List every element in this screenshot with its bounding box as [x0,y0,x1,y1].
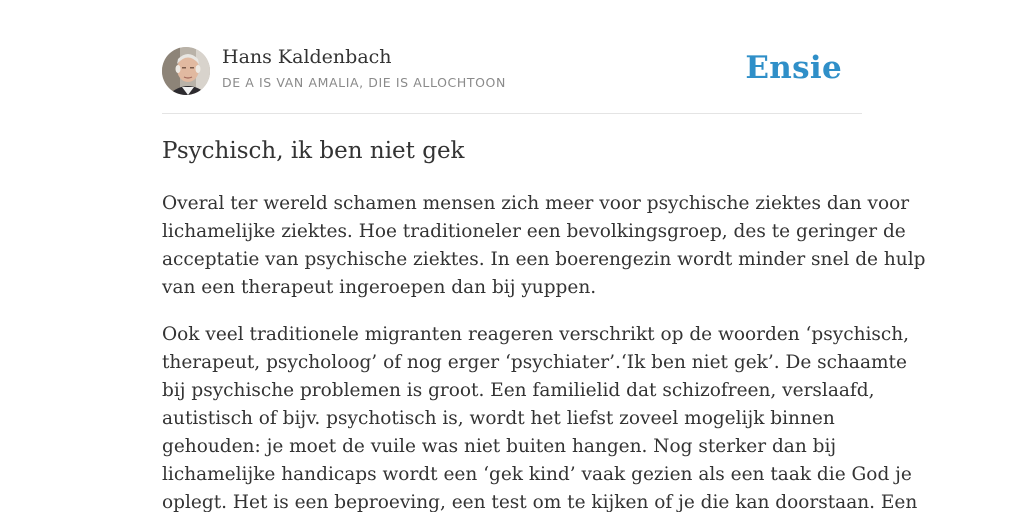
author-header [162,0,862,114]
text-line: bij psychische problemen is groot. Een familielid dat schizofreen, verslaafd, [162,380,875,401]
text-line: gehouden: je moet de vuile was niet buiten hangen. Nog sterker dan bij [162,436,837,457]
text-line: lichamelijke ziektes. Hoe traditioneler een bevolkingsgroep, des te geringer de [162,221,906,242]
text-line: Ook veel traditionele migranten reageren verschrikt op de woorden ‘psychisch, [162,324,910,345]
text-line: acceptatie van psychische ziektes. In een boerengezin wordt minder snel de hulp [162,249,926,270]
paragraph-1 [162,190,926,302]
text-line: therapeut, psycholoog’ of nog erger ‘psychiater’.‘Ik ben niet gek’. De schaamte [162,352,907,373]
author-photo-icon [162,47,210,95]
text-line: oplegt. Het is een beproeving, een test om te kijken of je die kan doorstaan. Een [162,492,918,512]
article-body [162,190,926,512]
text-line: lichamelijke handicaps wordt een ‘gek kind’ vaak gezien als een taak die God je [162,464,912,485]
text-line: autistisch of bijv. psychotisch is, wordt het liefst zoveel mogelijk binnen [162,408,835,429]
article-page [162,0,926,512]
text-line: Overal ter wereld schamen mensen zich meer voor psychische ziektes dan voor [162,193,910,214]
author-subtitle[interactable]: DE A IS VAN AMALIA, DIE IS ALLOCHTOON [222,75,506,90]
paragraph-2 [162,321,918,512]
text-line: van een therapeut ingeroepen dan bij yuppen. [162,277,597,298]
ensie-logo[interactable]: Ensie [745,50,842,86]
article-title: Psychisch, ik ben niet gek [162,138,465,164]
author-avatar[interactable] [162,47,210,95]
author-name[interactable]: Hans Kaldenbach [222,46,392,68]
